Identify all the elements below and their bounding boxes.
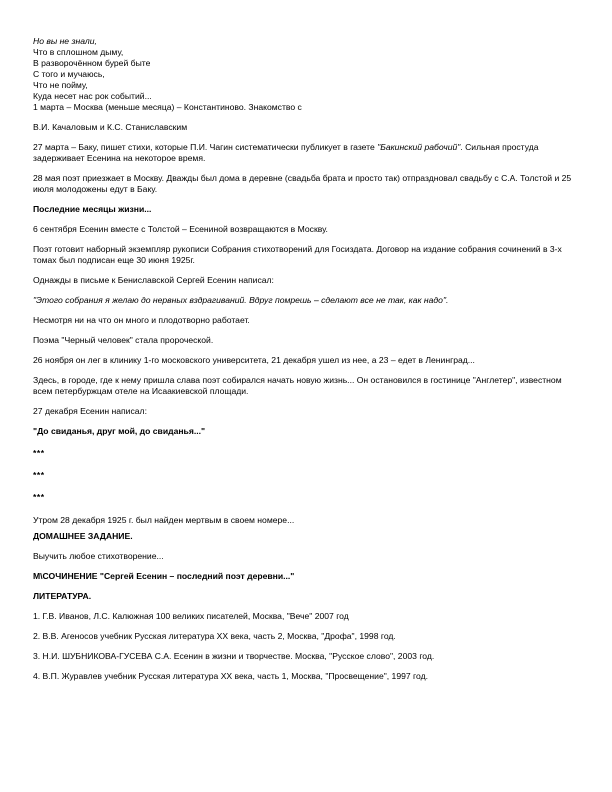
paragraph — [33, 142, 581, 164]
separator-stars: *** — [33, 448, 45, 458]
literature-heading: ЛИТЕРАТУРА. — [33, 591, 92, 601]
separator-stars: *** — [33, 470, 45, 480]
paragraph: Поэма "Черный человек" стала пророческой. — [33, 335, 214, 345]
poem-stanza — [33, 36, 581, 102]
quote: "Этого собрания я желаю до нервных вздрагиваний. Вдруг помрешь – сделают все не так, как надо". — [33, 295, 449, 305]
paragraph: В.И. Качаловым и К.С. Станиславским — [33, 122, 188, 132]
paragraph-text: 27 марта – Баку, пишет стихи, которые П.И. Чагин систематически публикует в газете — [33, 142, 378, 152]
literature-item: 1. Г.В. Иванов, Л.С. Калюжная 100 великих писателей, Москва, "Вече" 2007 год — [33, 611, 349, 621]
poem-line: Но вы не знали, — [33, 36, 97, 46]
paragraph: Утром 28 декабря 1925 г. был найден мертвым в своем номере... — [33, 515, 295, 525]
literature-item: 4. В.П. Журавлев учебник Русская литература XX века, часть 1, Москва, "Просвещение", 1997 год. — [33, 671, 428, 681]
paragraph-text: . Сильная простуда задерживает Есенина на некоторое время. — [33, 142, 539, 163]
paragraph: 26 ноября он лег в клинику 1-го московского университета, 21 декабря ушел из нее, а 23 – едет в Ленинград... — [33, 355, 475, 365]
newspaper-title: "Бакинский рабочий" — [377, 142, 461, 152]
homework-text: Выучить любое стихотворение... — [33, 551, 164, 561]
poem-line: Куда несет нас рок событий... — [33, 91, 152, 101]
literature-item: 3. Н.И. ШУБНИКОВА-ГУСЕВА С.А. Есенин в жизни и творчестве. Москва, "Русское слово", 2003 год. — [33, 651, 435, 661]
section-heading: Последние месяцы жизни... — [33, 204, 152, 214]
paragraph: Поэт готовит наборный экземпляр рукописи Собрания стихотворений для Госиздата. Договор на издание собрания сочинений в 3-х томах был подписан еще 30 июня 1925г. — [33, 244, 562, 265]
paragraph: Здесь, в городе, где к нему пришла слава поэт собирался начать новую жизнь... Он остановился в гостинице "Англетер", известном всем петербуржцам отеле на Исаакиевской площади. — [33, 375, 562, 396]
poem-line: Что в сплошном дыму, — [33, 47, 124, 57]
paragraph: 28 мая поэт приезжает в Москву. Дважды был дома в деревне (свадьба брата и просто так) отпраздновал свадьбу с С.А. Толстой и 25 июля молодожены едут в Баку. — [33, 173, 572, 194]
poem-line: С того и мучаюсь, — [33, 69, 105, 79]
homework-heading: ДОМАШНЕЕ ЗАДАНИЕ. — [33, 531, 133, 541]
poem-line: В разворочённом бурей быте — [33, 58, 151, 68]
paragraph: Однажды в письме к Бениславской Сергей Есенин написал: — [33, 275, 274, 285]
literature-item: 2. В.В. Агеносов учебник Русская литература XX века, часть 2, Москва, "Дрофа", 1998 год. — [33, 631, 396, 641]
document-body — [33, 36, 581, 682]
paragraph: 1 марта – Москва (меньше месяца) – Константиново. Знакомство с — [33, 102, 302, 112]
paragraph: Несмотря ни на что он много и плодотворно работает. — [33, 315, 250, 325]
paragraph: 6 сентября Есенин вместе с Толстой – Есениной возвращаются в Москву. — [33, 224, 328, 234]
separator-stars: *** — [33, 492, 45, 502]
paragraph: 27 декабря Есенин написал: — [33, 406, 147, 416]
essay-assignment: М\СОЧИНЕНИЕ "Сергей Есенин – последний поэт деревни..." — [33, 571, 295, 581]
quote-bold: "До свиданья, друг мой, до свиданья..." — [33, 426, 206, 436]
poem-line: Что не пойму, — [33, 80, 88, 90]
